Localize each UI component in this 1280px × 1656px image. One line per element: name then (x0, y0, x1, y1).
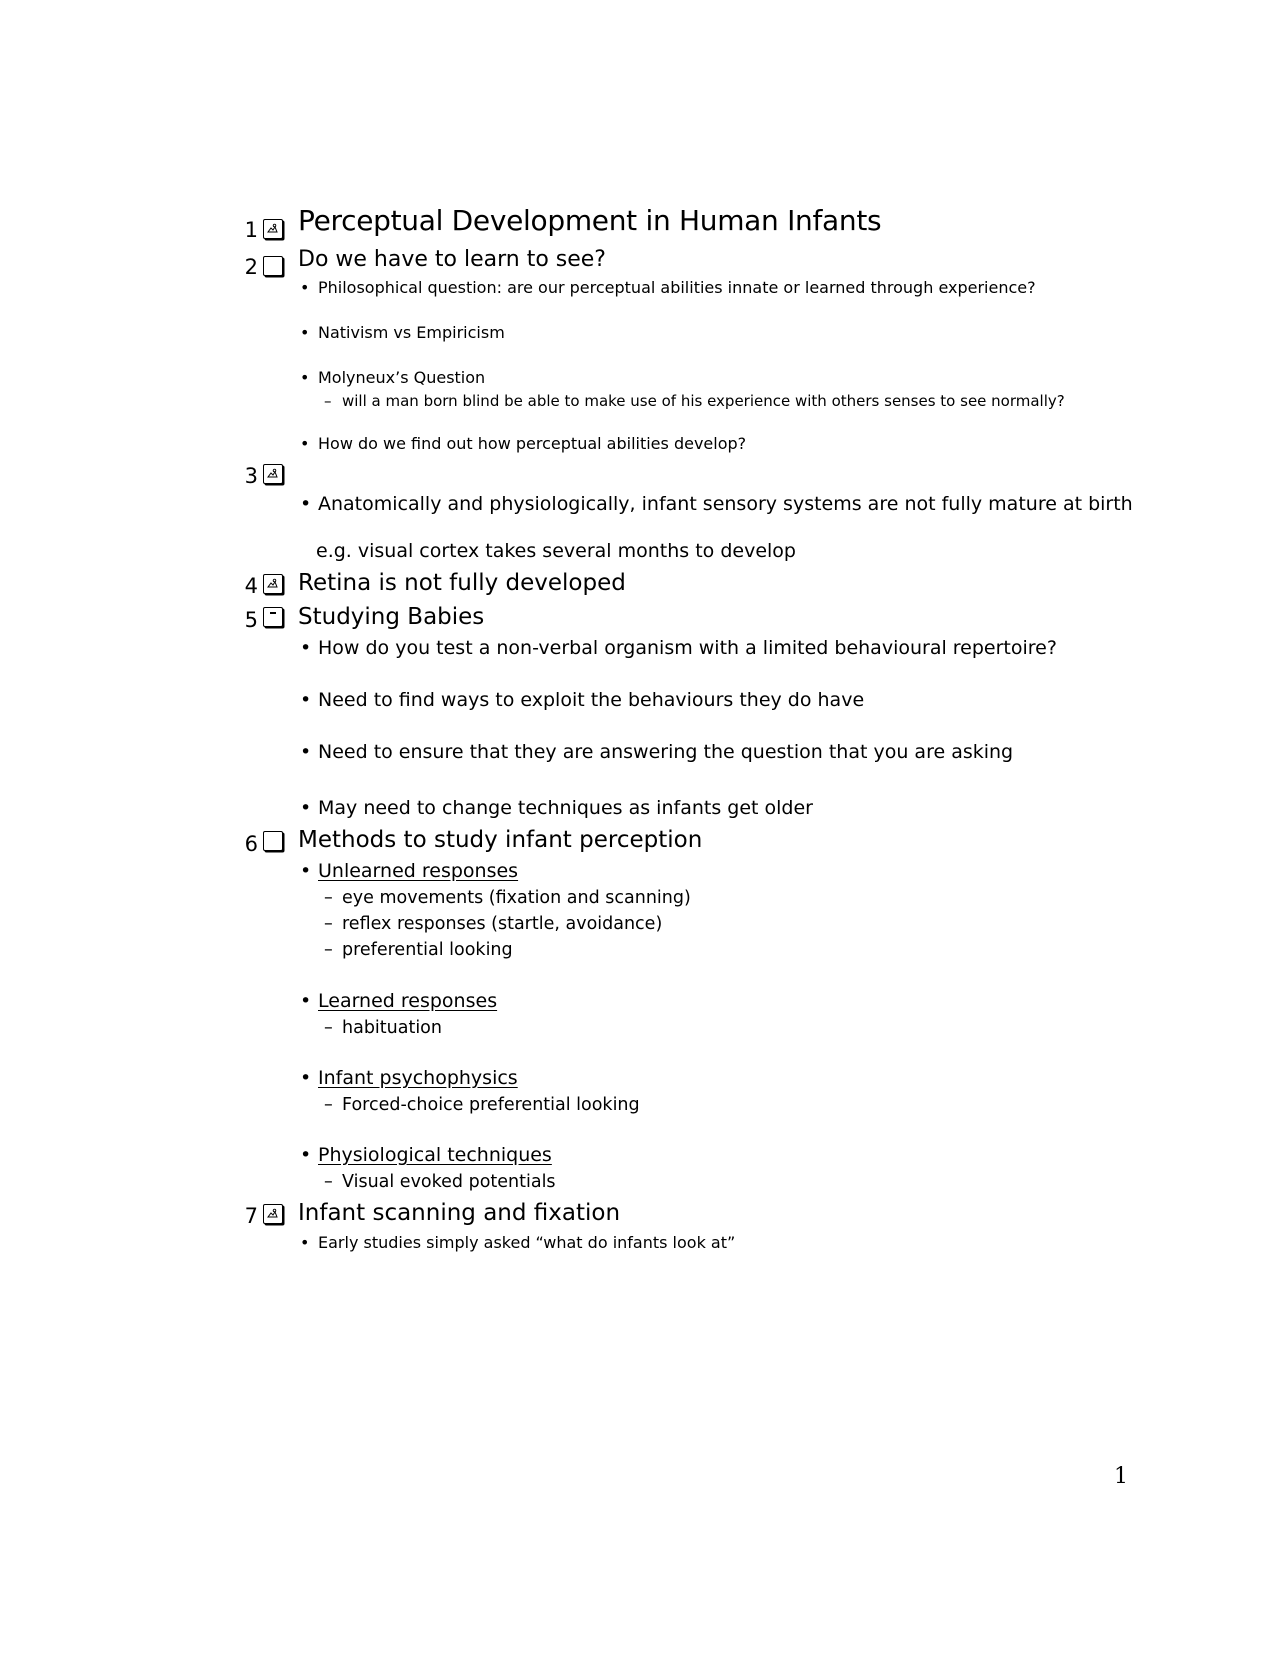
slide-image-icon (263, 574, 283, 594)
slide-image-icon (263, 464, 283, 484)
bullet-item: • Need to ensure that they are answering the question that you are asking (300, 741, 1014, 763)
bullet-item: • Philosophical question: are our perceptual abilities innate or learned through experience? (300, 278, 1036, 297)
bullet-item: • Early studies simply asked “what do infants look at” (300, 1233, 736, 1252)
slide-number: 7 (244, 1204, 258, 1228)
sub-bullet-item: – eye movements (fixation and scanning) (324, 888, 691, 908)
slide-number: 2 (244, 255, 258, 279)
slide-title: Retina is not fully developed (298, 570, 626, 596)
sub-bullet-item: – habituation (324, 1018, 442, 1038)
bullet-item: • Learned responses (300, 990, 498, 1012)
bullet-item: • May need to change techniques as infants get older (300, 797, 813, 819)
page-number: 1 (1114, 1464, 1128, 1489)
bullet-item: • Nativism vs Empiricism (300, 323, 505, 342)
slide-title: Perceptual Development in Human Infants (298, 204, 882, 237)
sub-bullet-item: – Visual evoked potentials (324, 1172, 556, 1192)
slide-blank-icon (263, 831, 283, 851)
slide-title: Studying Babies (298, 604, 485, 630)
sub-bullet-item: – reflex responses (startle, avoidance) (324, 914, 663, 934)
slide-number: 1 (244, 218, 258, 242)
slide-title: Methods to study infant perception (298, 827, 703, 853)
slide-number: 6 (244, 832, 258, 856)
slide-number: 3 (244, 464, 258, 488)
bullet-item: • Infant psychophysics (300, 1067, 518, 1089)
bullet-item: • Unlearned responses (300, 860, 519, 882)
bullet-item: • How do we find out how perceptual abilities develop? (300, 434, 747, 453)
sub-bullet-item: – Forced-choice preferential looking (324, 1095, 640, 1115)
slide-blank-icon (263, 256, 283, 276)
sub-bullet-item: – preferential looking (324, 940, 513, 960)
slide-image-icon (263, 1204, 283, 1224)
slide-number: 4 (244, 574, 258, 598)
bullet-item: • Molyneux’s Question (300, 368, 486, 387)
sub-bullet-item: – will a man born blind be able to make use of his experience with others senses to see normally? (324, 392, 1065, 410)
bullet-item: • Anatomically and physiologically, infant sensory systems are not fully mature at birth (300, 493, 1133, 515)
bullet-item: • Need to find ways to exploit the behaviours they do have (300, 689, 865, 711)
slide-image-icon (263, 219, 283, 239)
bullet-item: • Physiological techniques (300, 1144, 552, 1166)
bullet-item: • How do you test a non-verbal organism with a limited behavioural repertoire? (300, 637, 1057, 659)
slide-number: 5 (244, 608, 258, 632)
slide-title: Do we have to learn to see? (298, 247, 606, 272)
note-text: e.g. visual cortex takes several months to develop (316, 540, 796, 562)
slide-title: Infant scanning and fixation (298, 1200, 621, 1226)
slide-blank-icon (263, 607, 283, 627)
